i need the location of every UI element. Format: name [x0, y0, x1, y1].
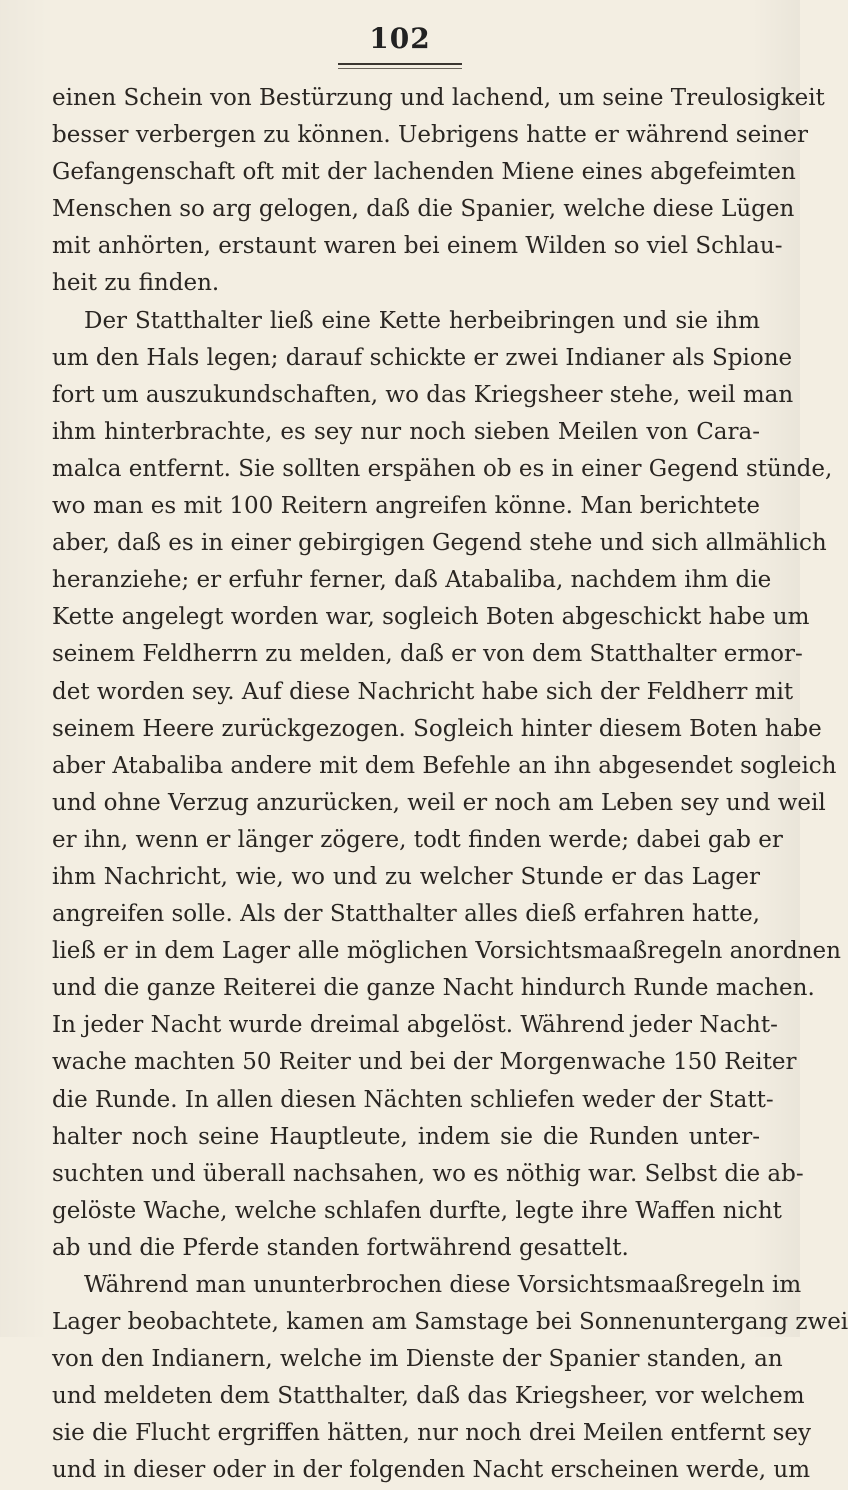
- text-line: ihm hinterbrachte, es sey nur noch sieben Meilen von Cara-: [52, 418, 760, 445]
- header-rule: [338, 63, 462, 65]
- text-line: wo man es mit 100 Reitern angreifen könne. Man berichtete: [52, 493, 760, 520]
- text-line: angreifen solle. Als der Statthalter alles dieß erfahren hatte,: [52, 901, 760, 928]
- text-line: Menschen so arg gelogen, daß die Spanier, welche diese Lügen: [52, 196, 795, 223]
- text-line: einen Schein von Bestürzung und lachend, um seine Treulosigkeit: [52, 85, 825, 111]
- text-line: wache machten 50 Reiter und bei der Morgenwache 150 Reiter: [52, 1049, 797, 1076]
- text-line: von den Indianern, welche im Dienste der Spanier standen, an: [52, 1346, 783, 1373]
- text-line: Der Statthalter ließ eine Kette herbeibringen und sie ihm: [84, 307, 760, 334]
- text-line: ließ er in dem Lager alle möglichen Vorsichtsmaaßregeln anordnen: [52, 938, 841, 965]
- text-line: besser verbergen zu können. Uebrigens hatte er während seiner: [52, 122, 808, 149]
- text-line: und die ganze Reiterei die ganze Nacht hindurch Runde machen.: [52, 975, 815, 1002]
- page-number: 102: [369, 22, 431, 55]
- text-line: und ohne Verzug anzurücken, weil er noch am Leben sey und weil: [52, 789, 826, 816]
- text-line: sie die Flucht ergriffen hätten, nur noch drei Meilen entfernt sey: [52, 1420, 812, 1447]
- text-line: heranziehe; er erfuhr ferner, daß Atabaliba, nachdem ihm die: [52, 567, 772, 594]
- text-line: aber, daß es in einer gebirgigen Gegend stehe und sich allmählich: [52, 530, 827, 557]
- text-line: suchten und überall nachsahen, wo es nöthig war. Selbst die ab-: [52, 1160, 804, 1187]
- text-line: ihm Nachricht, wie, wo und zu welcher Stunde er das Lager: [52, 863, 760, 890]
- text-line: heit zu finden.: [52, 270, 220, 297]
- text-line: die Runde. In allen diesen Nächten schliefen weder der Statt-: [52, 1086, 774, 1113]
- text-line: halter noch seine Hauptleute, indem sie die Runden unter-: [52, 1123, 760, 1150]
- body-text: [52, 80, 848, 1490]
- text-line: fort um auszukundschaften, wo das Kriegsheer stehe, weil man: [52, 381, 794, 408]
- text-line: In jeder Nacht wurde dreimal abgelöst. Während jeder Nacht-: [52, 1012, 778, 1039]
- text-line: seinem Heere zurückgezogen. Sogleich hinter diesem Boten habe: [52, 715, 822, 742]
- text-line: und meldeten dem Statthalter, daß das Kriegsheer, vor welchem: [52, 1383, 805, 1410]
- text-line: Kette angelegt worden war, sogleich Boten abgeschickt habe um: [52, 604, 810, 631]
- text-line: aber Atabaliba andere mit dem Befehle an ihn abgesendet sogleich: [52, 752, 837, 779]
- text-line: malca entfernt. Sie sollten erspähen ob es in einer Gegend stünde,: [52, 455, 833, 482]
- text-line: um den Hals legen; darauf schickte er zwei Indianer als Spione: [52, 344, 793, 371]
- text-line: ab und die Pferde standen fortwährend gesattelt.: [52, 1234, 629, 1261]
- text-line: er ihn, wenn er länger zögere, todt finden werde; dabei gab er: [52, 826, 783, 853]
- text-line: und in dieser oder in der folgenden Nacht erscheinen werde, um: [52, 1457, 811, 1484]
- text-line: Während man ununterbrochen diese Vorsichtsmaaßregeln im: [84, 1272, 802, 1298]
- text-line: mit anhörten, erstaunt waren bei einem Wilden so viel Schlau-: [52, 233, 783, 260]
- text-line: det worden sey. Auf diese Nachricht habe sich der Feldherr mit: [52, 678, 794, 705]
- text-line: Gefangenschaft oft mit der lachenden Miene eines abgefeimten: [52, 159, 796, 186]
- text-line: seinem Feldherrn zu melden, daß er von dem Statthalter ermor-: [52, 641, 803, 668]
- text-line: gelöste Wache, welche schlafen durfte, legte ihre Waffen nicht: [52, 1197, 782, 1224]
- text-line: Lager beobachtete, kamen am Samstage bei Sonnenuntergang zwei: [52, 1309, 848, 1336]
